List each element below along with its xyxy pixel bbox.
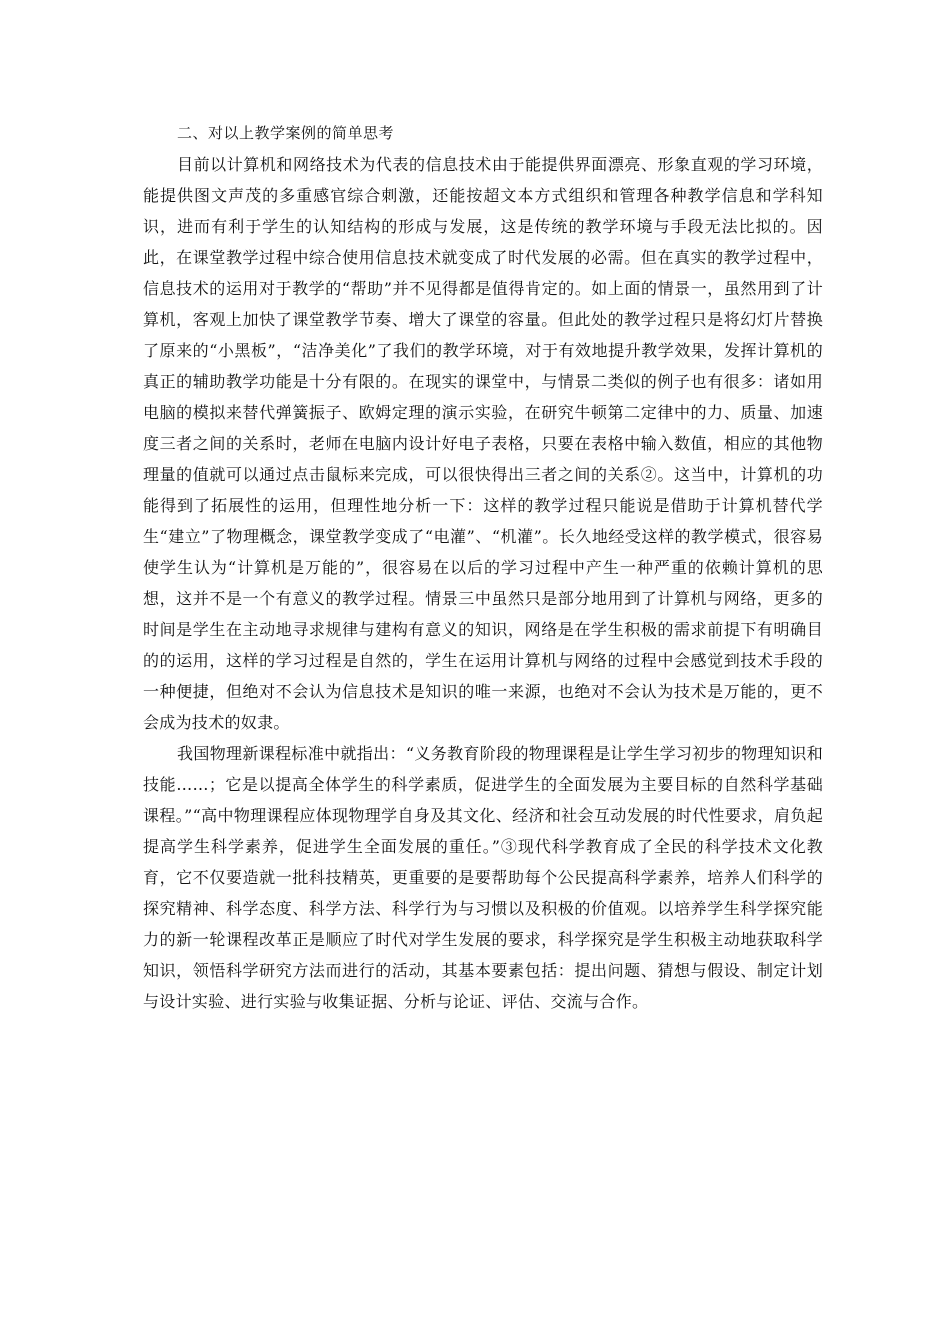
section-heading: 二、对以上教学案例的简单思考 xyxy=(177,124,395,142)
body-paragraph-2: 我国物理新课程标准中就指出：“义务教育阶段的物理课程是让学生学习初步的物理知识和技能……；它是以提高全体学生的科学素质，促进学生的全面发展为主要目标的自然科学基础课程。”“高中物理课程应体现物理学自身及其文化、经济和社会互动发展的时代性要求，肩负起提高学生科学素养，促进学生全面发展的重任。”③现代科学教育成了全民的科学技术文化教育，它不仅要造就一批科技精英，更重要的是要帮助每个公民提高科学素养，培养人们科学的探究精神、科学态度、科学方法、科学行为与习惯以及积极的价值观。以培养学生科学探究能力的新一轮课程改革正是顺应了时代对学生发展的要求，科学探究是学生积极主动地获取科学知识，领悟科学研究方法而进行的活动，其基本要素包括：提出问题、猜想与假设、制定计划与设计实验、进行实验与收集证据、分析与论证、评估、交流与合作。 xyxy=(143,744,823,1011)
body-paragraph-1: 目前以计算机和网络技术为代表的信息技术由于能提供界面漂亮、形象直观的学习环境，能提供图文声茂的多重感官综合刺激，还能按超文本方式组织和管理各种教学信息和学科知识，进而有利于学生的认知结构的形成与发展，这是传统的教学环境与手段无法比拟的。因此，在课堂教学过程中综合使用信息技术就变成了时代发展的必需。但在真实的教学过程中，信息技术的运用对于教学的“帮助”并不见得都是值得肯定的。如上面的情景一，虽然用到了计算机，客观上加快了课堂教学节奏、增大了课堂的容量。但此处的教学过程只是将幻灯片替换了原来的“小黑板”，“洁净美化”了我们的教学环境，对于有效地提升教学效果，发挥计算机的真正的辅助教学功能是十分有限的。在现实的课堂中，与情景二类似的例子也有很多：诸如用电脑的模拟来替代弹簧振子、欧姆定理的演示实验，在研究牛顿第二定律中的力、质量、加速度三者之间的关系时，老师在电脑内设计好电子表格，只要在表格中输入数值，相应的其他物理量的值就可以通过点击鼠标来完成，可以很快得出三者之间的关系②。这当中，计算机的功能得到了拓展性的运用，但理性地分析一下：这样的教学过程只能说是借助于计算机替代学生“建立”了物理概念，课堂教学变成了“电灌”、“机灌”。长久地经受这样的教学模式，很容易使学生认为“计算机是万能的”，很容易在以后的学习过程中产生一种严重的依赖计算机的思想，这并不是一个有意义的教学过程。情景三中虽然只是部分地用到了计算机与网络，更多的时间是学生在主动地寻求规律与建构有意义的知识，网络是在学生积极的需求前提下有明确目的的运用，这样的学习过程是自然的，学生在运用计算机与网络的过程中会感觉到技术手段的一种便捷，但绝对不会认为信息技术是知识的唯一来源，也绝对不会认为技术是万能的，更不会成为技术的奴隶。 xyxy=(143,155,823,732)
document-page xyxy=(143,118,823,1017)
